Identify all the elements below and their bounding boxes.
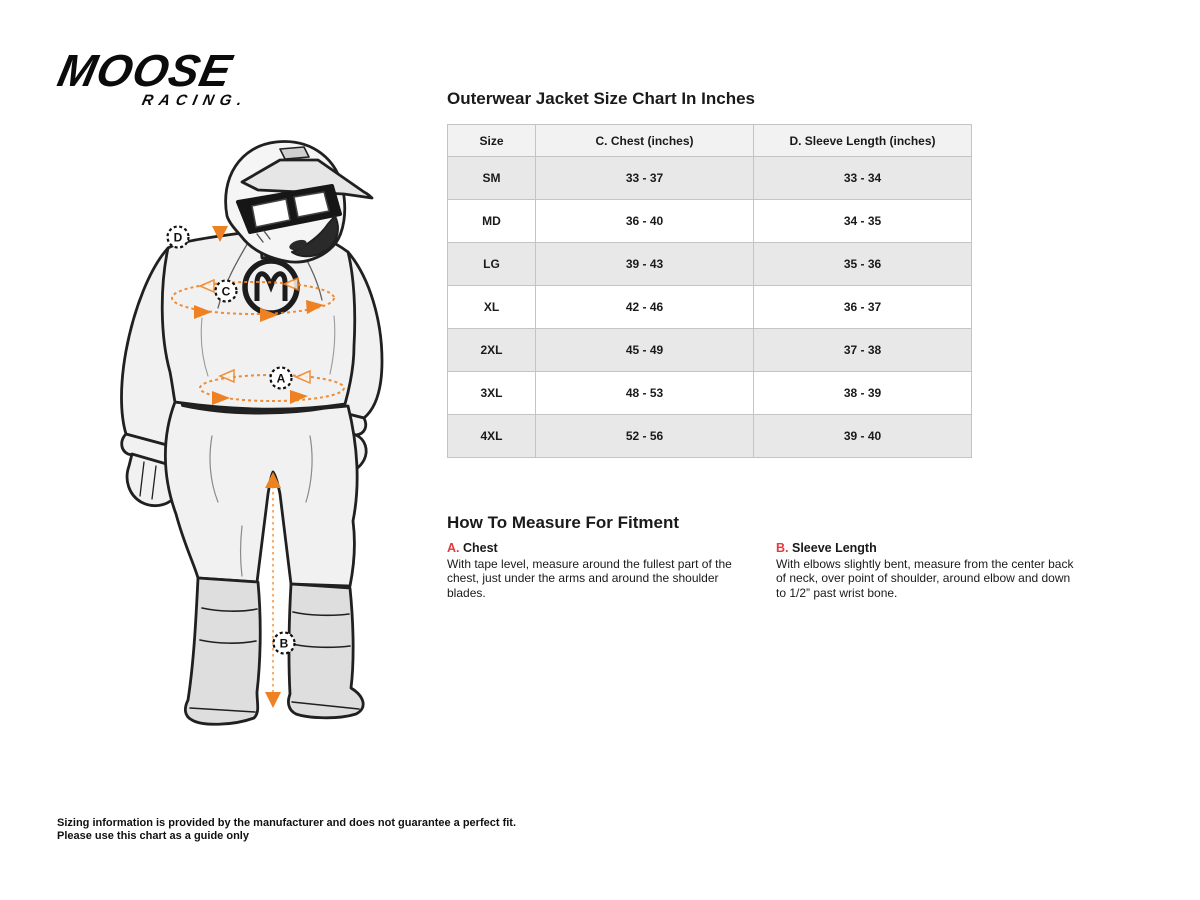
chest-cell: 48 - 53 xyxy=(536,372,754,415)
logo-wordmark: MOOSE xyxy=(53,45,237,96)
measure-item-chest-heading xyxy=(447,541,753,556)
table-row-lg xyxy=(448,243,972,286)
size-cell: LG xyxy=(448,243,536,286)
table-row-md xyxy=(448,200,972,243)
figure-label-d: D xyxy=(173,230,183,245)
size-cell: 3XL xyxy=(448,372,536,415)
size-cell: SM xyxy=(448,157,536,200)
chest-cell: 39 - 43 xyxy=(536,243,754,286)
sleeve-cell: 37 - 38 xyxy=(754,329,972,372)
column-header-sleeve: D. Sleeve Length (inches) xyxy=(754,125,972,157)
helmet xyxy=(226,142,372,263)
table-row-3xl xyxy=(448,372,972,415)
measure-text-sleeve: With elbows slightly bent, measure from the center back of neck, over point of shoulder, around elbow and down to 1/2” past wrist bone. xyxy=(776,556,1074,600)
size-cell: 2XL xyxy=(448,329,536,372)
chest-cell: 36 - 40 xyxy=(536,200,754,243)
sizing-disclaimer xyxy=(57,817,516,843)
figure-label-c: C xyxy=(221,284,231,299)
table-row-sm xyxy=(448,157,972,200)
rider-measurement-diagram xyxy=(52,136,422,736)
measure-item-sleeve xyxy=(776,541,1082,600)
chest-cell: 42 - 46 xyxy=(536,286,754,329)
table-row-xl xyxy=(448,286,972,329)
measure-item-chest xyxy=(447,541,753,600)
column-header-chest: C. Chest (inches) xyxy=(536,125,754,157)
disclaimer-line-1: Sizing information is provided by the manufacturer and does not guarantee a perfect fit. xyxy=(57,817,517,829)
measure-letter-b: B. xyxy=(776,541,789,555)
measure-item-sleeve-heading xyxy=(776,541,1082,556)
sleeve-cell: 35 - 36 xyxy=(754,243,972,286)
sleeve-cell: 33 - 34 xyxy=(754,157,972,200)
measure-label-sleeve: Sleeve Length xyxy=(791,541,877,555)
size-cell: 4XL xyxy=(448,415,536,458)
how-to-measure-title: How To Measure For Fitment xyxy=(447,513,680,532)
sleeve-cell: 36 - 37 xyxy=(754,286,972,329)
size-chart-table xyxy=(447,124,972,458)
sleeve-cell: 38 - 39 xyxy=(754,372,972,415)
size-cell: XL xyxy=(448,286,536,329)
size-cell: MD xyxy=(448,200,536,243)
measure-letter-a: A. xyxy=(447,541,460,555)
figure-label-b: B xyxy=(279,636,289,651)
header-row xyxy=(448,125,972,157)
pants xyxy=(165,402,357,586)
logo-subtext: RACING. xyxy=(140,92,250,110)
measure-text-chest: With tape level, measure around the fullest part of the chest, just under the arms and around the shoulder blades. xyxy=(447,556,732,600)
figure-label-a: A xyxy=(276,371,286,386)
disclaimer-line-2: Please use this chart as a guide only xyxy=(57,830,249,842)
table-row-4xl xyxy=(448,415,972,458)
table-row-2xl xyxy=(448,329,972,372)
chest-cell: 52 - 56 xyxy=(536,415,754,458)
moose-racing-logo xyxy=(51,45,259,110)
measure-label-chest: Chest xyxy=(462,541,498,555)
chest-cell: 33 - 37 xyxy=(536,157,754,200)
sleeve-cell: 34 - 35 xyxy=(754,200,972,243)
sleeve-cell: 39 - 40 xyxy=(754,415,972,458)
size-chart-title: Outerwear Jacket Size Chart In Inches xyxy=(447,89,756,108)
chest-cell: 45 - 49 xyxy=(536,329,754,372)
column-header-size: Size xyxy=(448,125,536,157)
